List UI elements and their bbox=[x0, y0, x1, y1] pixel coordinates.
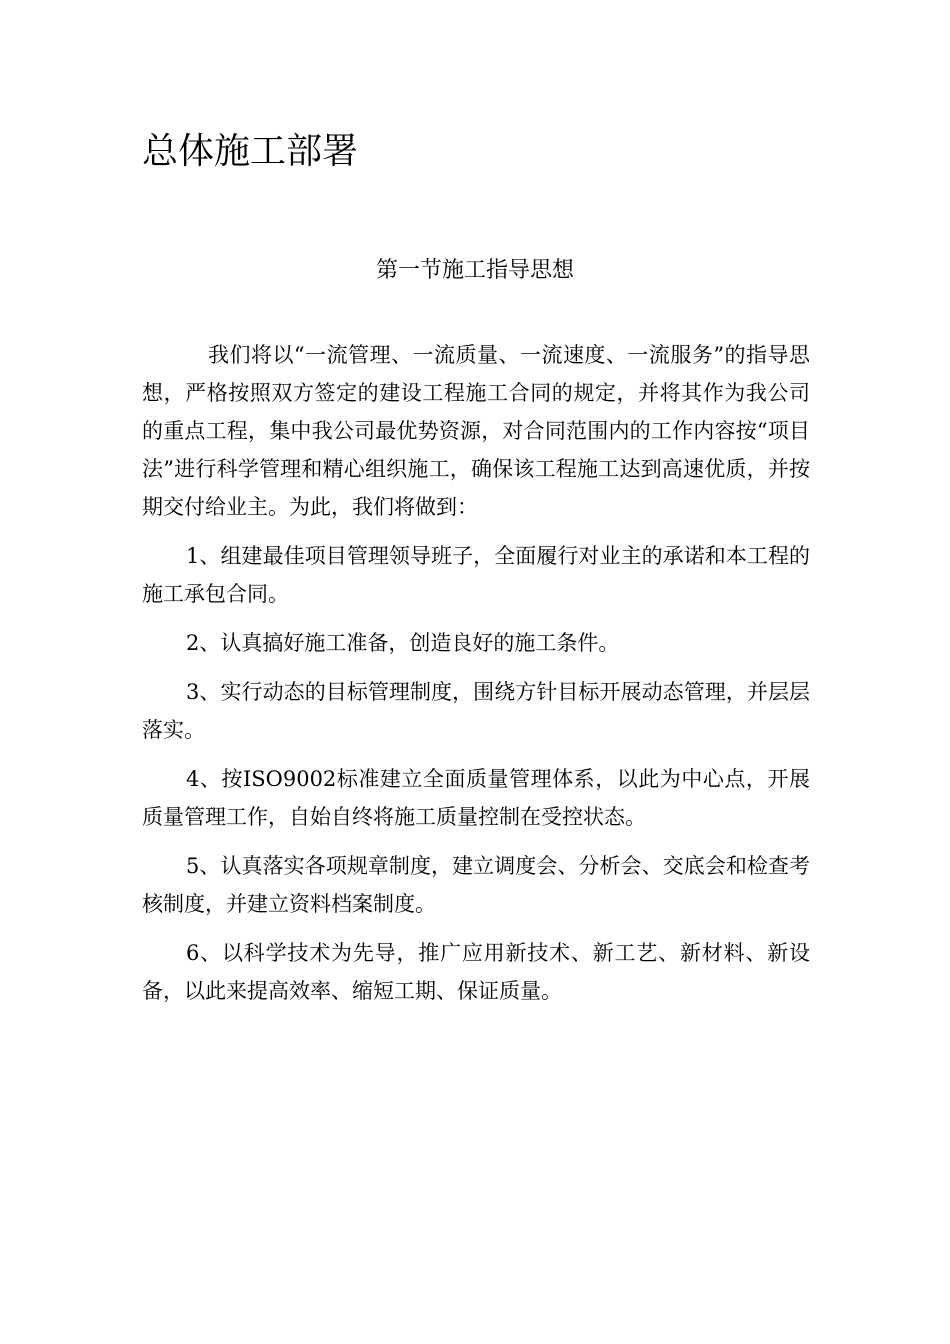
list-item: 5、认真落实各项规章制度，建立调度会、分析会、交底会和检查考核制度，并建立资料档案制度。 bbox=[142, 854, 810, 916]
list-item: 2、认真搞好施工准备，创造良好的施工条件。 bbox=[186, 631, 620, 655]
list-item: 1、组建最佳项目管理领导班子，全面履行对业主的承诺和本工程的施工承包合同。 bbox=[142, 544, 810, 606]
intro-paragraph: 我们将以“一流管理、一流质量、一流速度、一流服务”的指导思想，严格按照双方签定的建设工程施工合同的规定，并将其作为我公司的重点工程，集中我公司最优势资源，对合同范围内的工作内容按“项目法”进行科学管理和精心组织施工，确保该工程施工达到高速优质，并按期交付给业主。为此，我们将做到： bbox=[142, 343, 810, 519]
list-item: 6、以科学技术为先导，推广应用新技术、新工艺、新材料、新设备，以此来提高效率、缩短工期、保证质量。 bbox=[142, 941, 810, 1003]
document-body bbox=[142, 336, 810, 1021]
list-item: 3、实行动态的目标管理制度，围绕方针目标开展动态管理，并层层落实。 bbox=[142, 680, 810, 742]
section-heading: 第一节施工指导思想 bbox=[375, 258, 574, 283]
document-title: 总体施工部署 bbox=[142, 131, 359, 172]
list-item: 4、按ISO9002标准建立全面质量管理体系，以此为中心点，开展质量管理工作，自始自终将施工质量控制在受控状态。 bbox=[142, 767, 810, 829]
